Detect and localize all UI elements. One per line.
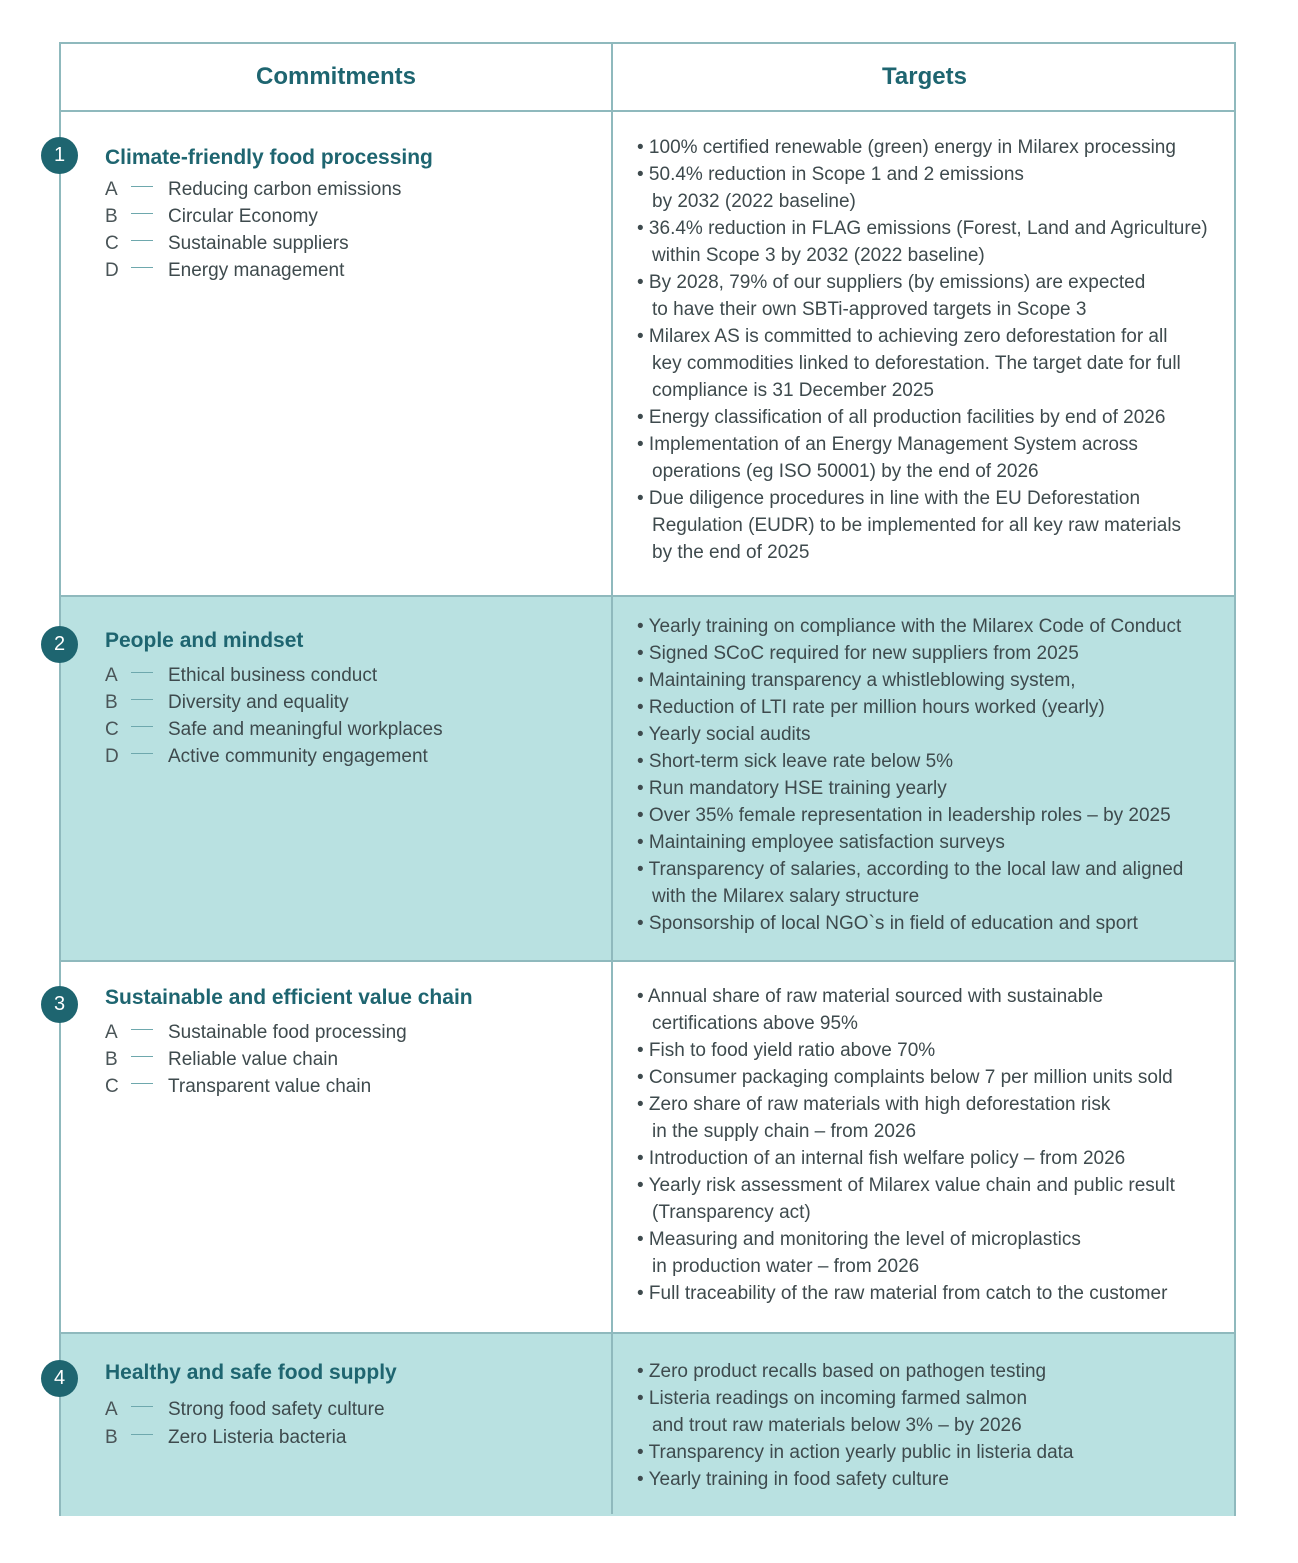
target-bullet: • Maintaining transparency a whistleblowing system, [637,670,1076,691]
item-letter: A [105,179,118,200]
commitment-item [105,257,344,284]
commitment-item [105,1019,407,1046]
target-bullet: • Fish to food yield ratio above 70% [637,1040,936,1061]
item-letter: C [105,719,119,740]
section-title: Sustainable and efficient value chain [105,986,473,1009]
item-letter: A [105,665,118,686]
divider-column [611,44,613,1514]
target-bullet: • Full traceability of the raw material from catch to the customer [637,1283,1168,1304]
target-bullet: • Due diligence procedures in line with the EU Deforestation [637,488,1141,509]
dash-icon [131,699,153,700]
divider-row-2 [61,960,1234,962]
target-bullet: • 100% certified renewable (green) energy in Milarex processing [637,137,1176,158]
target-bullet: • Sponsorship of local NGO`s in field of education and sport [637,913,1138,934]
item-letter: C [105,233,119,254]
target-bullet-continuation: (Transparency act) [652,1202,811,1223]
section-number-badge: 1 [41,137,78,174]
targets-list [637,613,1183,937]
item-label: Energy management [168,260,345,281]
commitment-item [105,203,318,230]
item-letter: C [105,1076,119,1097]
target-bullet: • Run mandatory HSE training yearly [637,778,947,799]
dash-icon [131,753,153,754]
dash-icon [131,1056,153,1057]
target-bullet: • Reduction of LTI rate per million hours worked (yearly) [637,697,1105,718]
target-bullet: • Maintaining employee satisfaction surveys [637,832,1005,853]
commitment-item [105,716,443,743]
target-bullet: • Listeria readings on incoming farmed salmon [637,1388,1028,1409]
item-label: Zero Listeria bacteria [168,1427,347,1448]
section-number-badge: 2 [41,626,78,663]
commitment-item [105,176,401,203]
target-bullet: • Annual share of raw material sourced with sustainable [637,986,1104,1007]
target-bullet: • 50.4% reduction in Scope 1 and 2 emissions [637,164,1024,185]
section-title: People and mindset [105,629,304,652]
section-title: Healthy and safe food supply [105,1361,397,1384]
target-bullet-continuation: to have their own SBTi-approved targets in Scope 3 [652,299,1087,320]
item-label: Reducing carbon emissions [168,179,402,200]
section-number-badge: 3 [41,986,78,1023]
item-letter: B [105,692,118,713]
target-bullet-continuation: and trout raw materials below 3% – by 2026 [652,1415,1022,1436]
target-bullet-continuation: by 2032 (2022 baseline) [652,191,856,212]
target-bullet-continuation: Regulation (EUDR) to be implemented for all key raw materials [652,515,1182,536]
target-bullet: • Short-term sick leave rate below 5% [637,751,954,772]
target-bullet-continuation: compliance is 31 December 2025 [652,380,934,401]
target-bullet: • Signed SCoC required for new suppliers from 2025 [637,643,1079,664]
commitment-item [105,1046,338,1073]
target-bullet: • Transparency of salaries, according to the local law and aligned [637,859,1184,880]
target-bullet: • Measuring and monitoring the level of microplastics [637,1229,1081,1250]
target-bullet: • Zero product recalls based on pathogen testing [637,1361,1047,1382]
item-label: Ethical business conduct [168,665,378,686]
section-number-badge: 4 [41,1360,78,1397]
dash-icon [131,1434,153,1435]
target-bullet-continuation: within Scope 3 by 2032 (2022 baseline) [652,245,985,266]
commitment-item [105,689,349,716]
dash-icon [131,213,153,214]
target-bullet: • Milarex AS is committed to achieving zero deforestation for all [637,326,1168,347]
target-bullet-continuation: certifications above 95% [652,1013,858,1034]
divider-row-1 [61,595,1234,597]
target-bullet-continuation: in the supply chain – from 2026 [652,1121,917,1142]
item-letter: B [105,1427,118,1448]
dash-icon [131,267,153,268]
target-bullet: • Over 35% female representation in leadership roles – by 2025 [637,805,1171,826]
item-label: Sustainable food processing [168,1022,407,1043]
targets-list [637,983,1175,1307]
dash-icon [131,1406,153,1407]
target-bullet: • Consumer packaging complaints below 7 per million units sold [637,1067,1173,1088]
dash-icon [131,186,153,187]
target-bullet: • By 2028, 79% of our suppliers (by emissions) are expected [637,272,1146,293]
header-commitments: Commitments [255,63,417,90]
target-bullet: • Yearly training in food safety culture [637,1469,949,1490]
divider-header [61,110,1234,112]
item-letter: B [105,1049,118,1070]
item-label: Sustainable suppliers [168,233,349,254]
dash-icon [131,240,153,241]
item-label: Active community engagement [168,746,428,767]
dash-icon [131,726,153,727]
target-bullet: • Yearly risk assessment of Milarex value chain and public result [637,1175,1175,1196]
target-bullet-continuation: by the end of 2025 [652,542,810,563]
commitment-item [105,1396,385,1423]
dash-icon [131,672,153,673]
target-bullet: • Transparency in action yearly public in listeria data [637,1442,1074,1463]
item-label: Reliable value chain [168,1049,339,1070]
item-label: Strong food safety culture [168,1399,385,1420]
section-title: Climate-friendly food processing [105,146,433,169]
item-label: Safe and meaningful workplaces [168,719,443,740]
target-bullet: • Energy classification of all production facilities by end of 2026 [637,407,1166,428]
targets-list [637,134,1208,566]
item-letter: A [105,1022,118,1043]
commitment-item [105,662,377,689]
commitments-targets-table [53,42,1236,1516]
dash-icon [131,1029,153,1030]
target-bullet: • Yearly training on compliance with the Milarex Code of Conduct [637,616,1182,637]
target-bullet-continuation: in production water – from 2026 [652,1256,920,1277]
target-bullet-continuation: key commodities linked to deforestation. The target date for full [652,353,1181,374]
target-bullet-continuation: with the Milarex salary structure [652,886,920,907]
item-letter: A [105,1399,118,1420]
targets-list [637,1358,1073,1493]
item-letter: B [105,206,118,227]
item-label: Circular Economy [168,206,318,227]
item-label: Diversity and equality [168,692,349,713]
header-targets: Targets [882,63,967,90]
dash-icon [131,1083,153,1084]
target-bullet: • Yearly social audits [637,724,811,745]
target-bullet: • Implementation of an Energy Management System across [637,434,1138,455]
target-bullet: • Introduction of an internal fish welfare policy – from 2026 [637,1148,1126,1169]
divider-row-3 [61,1332,1234,1334]
target-bullet: • Zero share of raw materials with high deforestation risk [637,1094,1111,1115]
item-label: Transparent value chain [168,1076,372,1097]
commitment-item [105,743,428,770]
commitment-item [105,1073,371,1100]
commitment-item [105,230,349,257]
target-bullet: • 36.4% reduction in FLAG emissions (Forest, Land and Agriculture) [637,218,1208,239]
commitment-item [105,1424,346,1451]
target-bullet-continuation: operations (eg ISO 50001) by the end of 2026 [652,461,1039,482]
item-letter: D [105,260,119,281]
item-letter: D [105,746,119,767]
